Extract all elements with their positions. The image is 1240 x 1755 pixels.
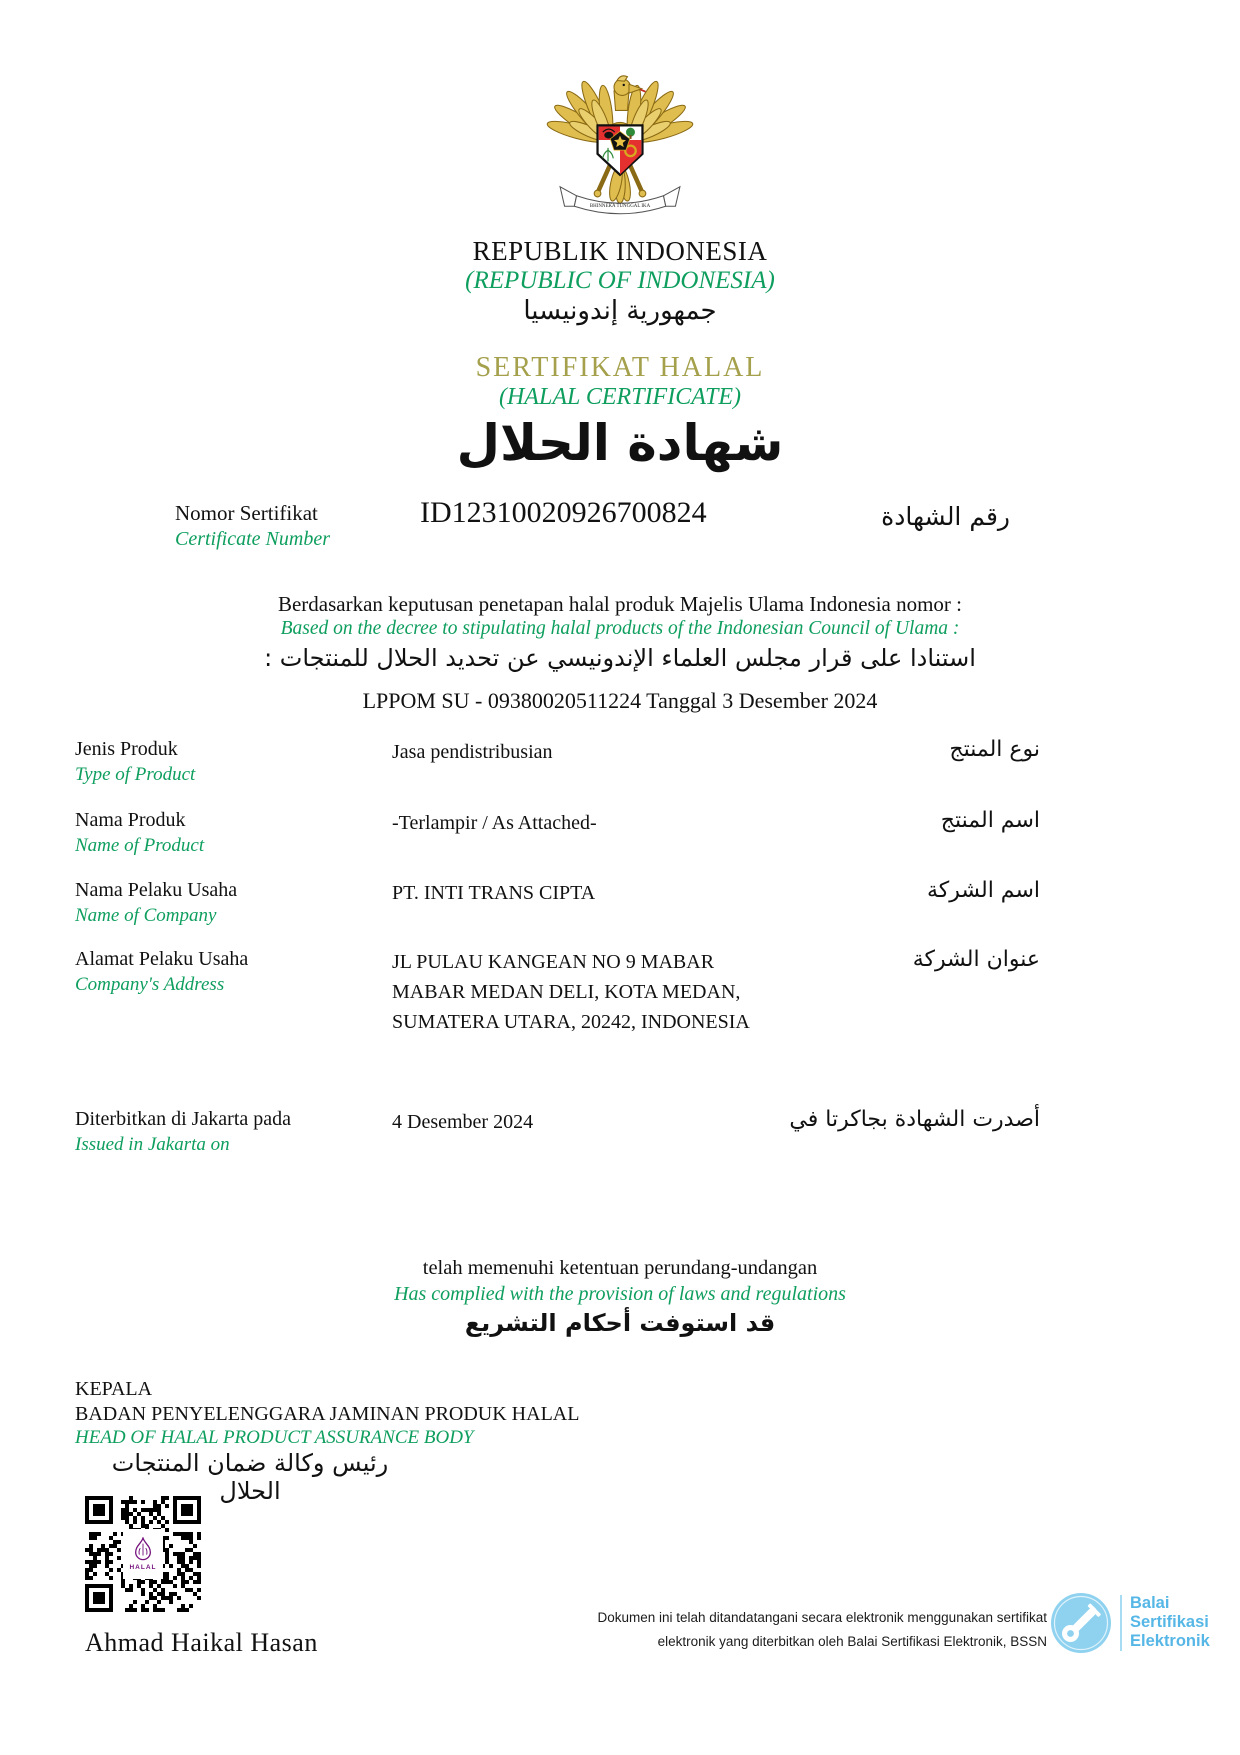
decree-line-en: Based on the decree to stipulating halal products of the Indonesian Council of Ulama : [280, 618, 960, 639]
field-value: -Terlampir / As Attached- [392, 812, 597, 834]
field-label-id: Alamat Pelaku Usaha [75, 948, 249, 970]
field-label-id: Diterbitkan di Jakarta pada [75, 1108, 292, 1130]
certificate-title-ar: شهادة الحلال [456, 414, 784, 472]
footer-disclaimer [507, 1606, 1047, 1654]
footer-disclaimer-line-2: elektronik yang diterbitkan oleh Balai Sertifikasi Elektronik, BSSN [657, 1634, 1047, 1649]
footer-logo-divider [1120, 1595, 1122, 1651]
bsre-brand-line-1: Balai [1130, 1594, 1170, 1612]
compliance-line-id: telah memenuhi ketentuan perundang-undangan [422, 1257, 818, 1279]
field-label-en: Type of Product [75, 764, 196, 785]
bsre-logo [1050, 1592, 1112, 1654]
bsre-brand-line-3: Elektronik [1130, 1632, 1210, 1650]
field-label-ar: أصدرت الشهادة بجاكرتا في [789, 1107, 1040, 1132]
country-name-id: REPUBLIK INDONESIA [472, 236, 768, 266]
field-label-en: Name of Company [75, 905, 217, 926]
signatory-title-1: KEPALA [75, 1378, 153, 1400]
signature-qr-code [85, 1496, 201, 1612]
halal-indonesia-logo [123, 1529, 163, 1579]
pancasila-shield-icon [598, 125, 643, 174]
cert-number-label-ar: رقم الشهادة [881, 502, 1010, 531]
field-label-id: Nama Pelaku Usaha [75, 879, 238, 901]
field-value: JL PULAU KANGEAN NO 9 MABAR MABAR MEDAN DELI, KOTA MEDAN, SUMATERA UTARA, 20242, INDONESIA [392, 951, 750, 1033]
signatory-title-2: BADAN PENYELENGGARA JAMINAN PRODUK HALAL [75, 1402, 580, 1425]
country-name-ar: جمهورية إندونيسيا [523, 296, 717, 326]
decree-line-ar: استنادا على قرار مجلس العلماء الإندونيسي عن تحديد الحلال للمنتجات : [264, 644, 976, 672]
garuda-pancasila-emblem [545, 52, 695, 233]
motto-text: BHINNEKA TUNGGAL IKA [589, 204, 651, 210]
signatory-titles [75, 1377, 579, 1451]
decree-reference: LPPOM SU - 09380020511224 Tanggal 3 Desember 2024 [362, 688, 878, 713]
footer-disclaimer-line-1: Dokumen ini telah ditandatangani secara elektronik menggunakan sertifikat [597, 1610, 1047, 1625]
cert-number-label-en: Certificate Number [175, 528, 330, 550]
field-label-id: Nama Produk [75, 809, 186, 831]
field-value: 4 Desember 2024 [392, 1111, 534, 1133]
signatory-title-ar: رئيس وكالة ضمان المنتجات الحلال [111, 1449, 389, 1505]
bsre-brand-text [1130, 1594, 1210, 1651]
certificate-title-id: SERTIFIKAT HALAL [475, 352, 765, 383]
country-name-en: (REPUBLIC OF INDONESIA) [465, 267, 775, 294]
signatory-name: Ahmad Haikal Hasan [85, 1628, 318, 1657]
compliance-line-en: Has complied with the provision of laws and regulations [394, 1283, 846, 1305]
field-value: Jasa pendistribusian [392, 741, 553, 763]
field-value: PT. INTI TRANS CIPTA [392, 882, 596, 904]
compliance-line-ar: قد استوفت أحكام التشريع [464, 1309, 776, 1337]
field-label-ar: اسم المنتج [940, 808, 1040, 833]
garuda-eagle-icon [545, 52, 695, 228]
certificate-title-en: (HALAL CERTIFICATE) [498, 384, 741, 410]
bsre-brand-line-2: Sertifikasi [1130, 1613, 1209, 1631]
certificate-number-value: ID12310020926700824 [420, 496, 707, 529]
key-seal-icon [1050, 1592, 1112, 1654]
field-label-en: Company's Address [75, 974, 225, 995]
field-label-id: Jenis Produk [75, 738, 178, 760]
field-label-ar: عنوان الشركة [912, 947, 1040, 972]
field-label-en: Issued in Jakarta on [75, 1134, 230, 1155]
field-label-ar: نوع المنتج [949, 737, 1040, 762]
signatory-title-en: HEAD OF HALAL PRODUCT ASSURANCE BODY [75, 1427, 474, 1448]
field-label-ar: اسم الشركة [926, 878, 1040, 903]
field-label-en: Name of Product [75, 835, 205, 856]
halal-logo-label: HALAL [129, 1564, 157, 1571]
halal-gunungan-icon [132, 1537, 154, 1563]
cert-number-label-id: Nomor Sertifikat [175, 501, 318, 525]
decree-line-id: Berdasarkan keputusan penetapan halal produk Majelis Ulama Indonesia nomor : [277, 592, 963, 616]
